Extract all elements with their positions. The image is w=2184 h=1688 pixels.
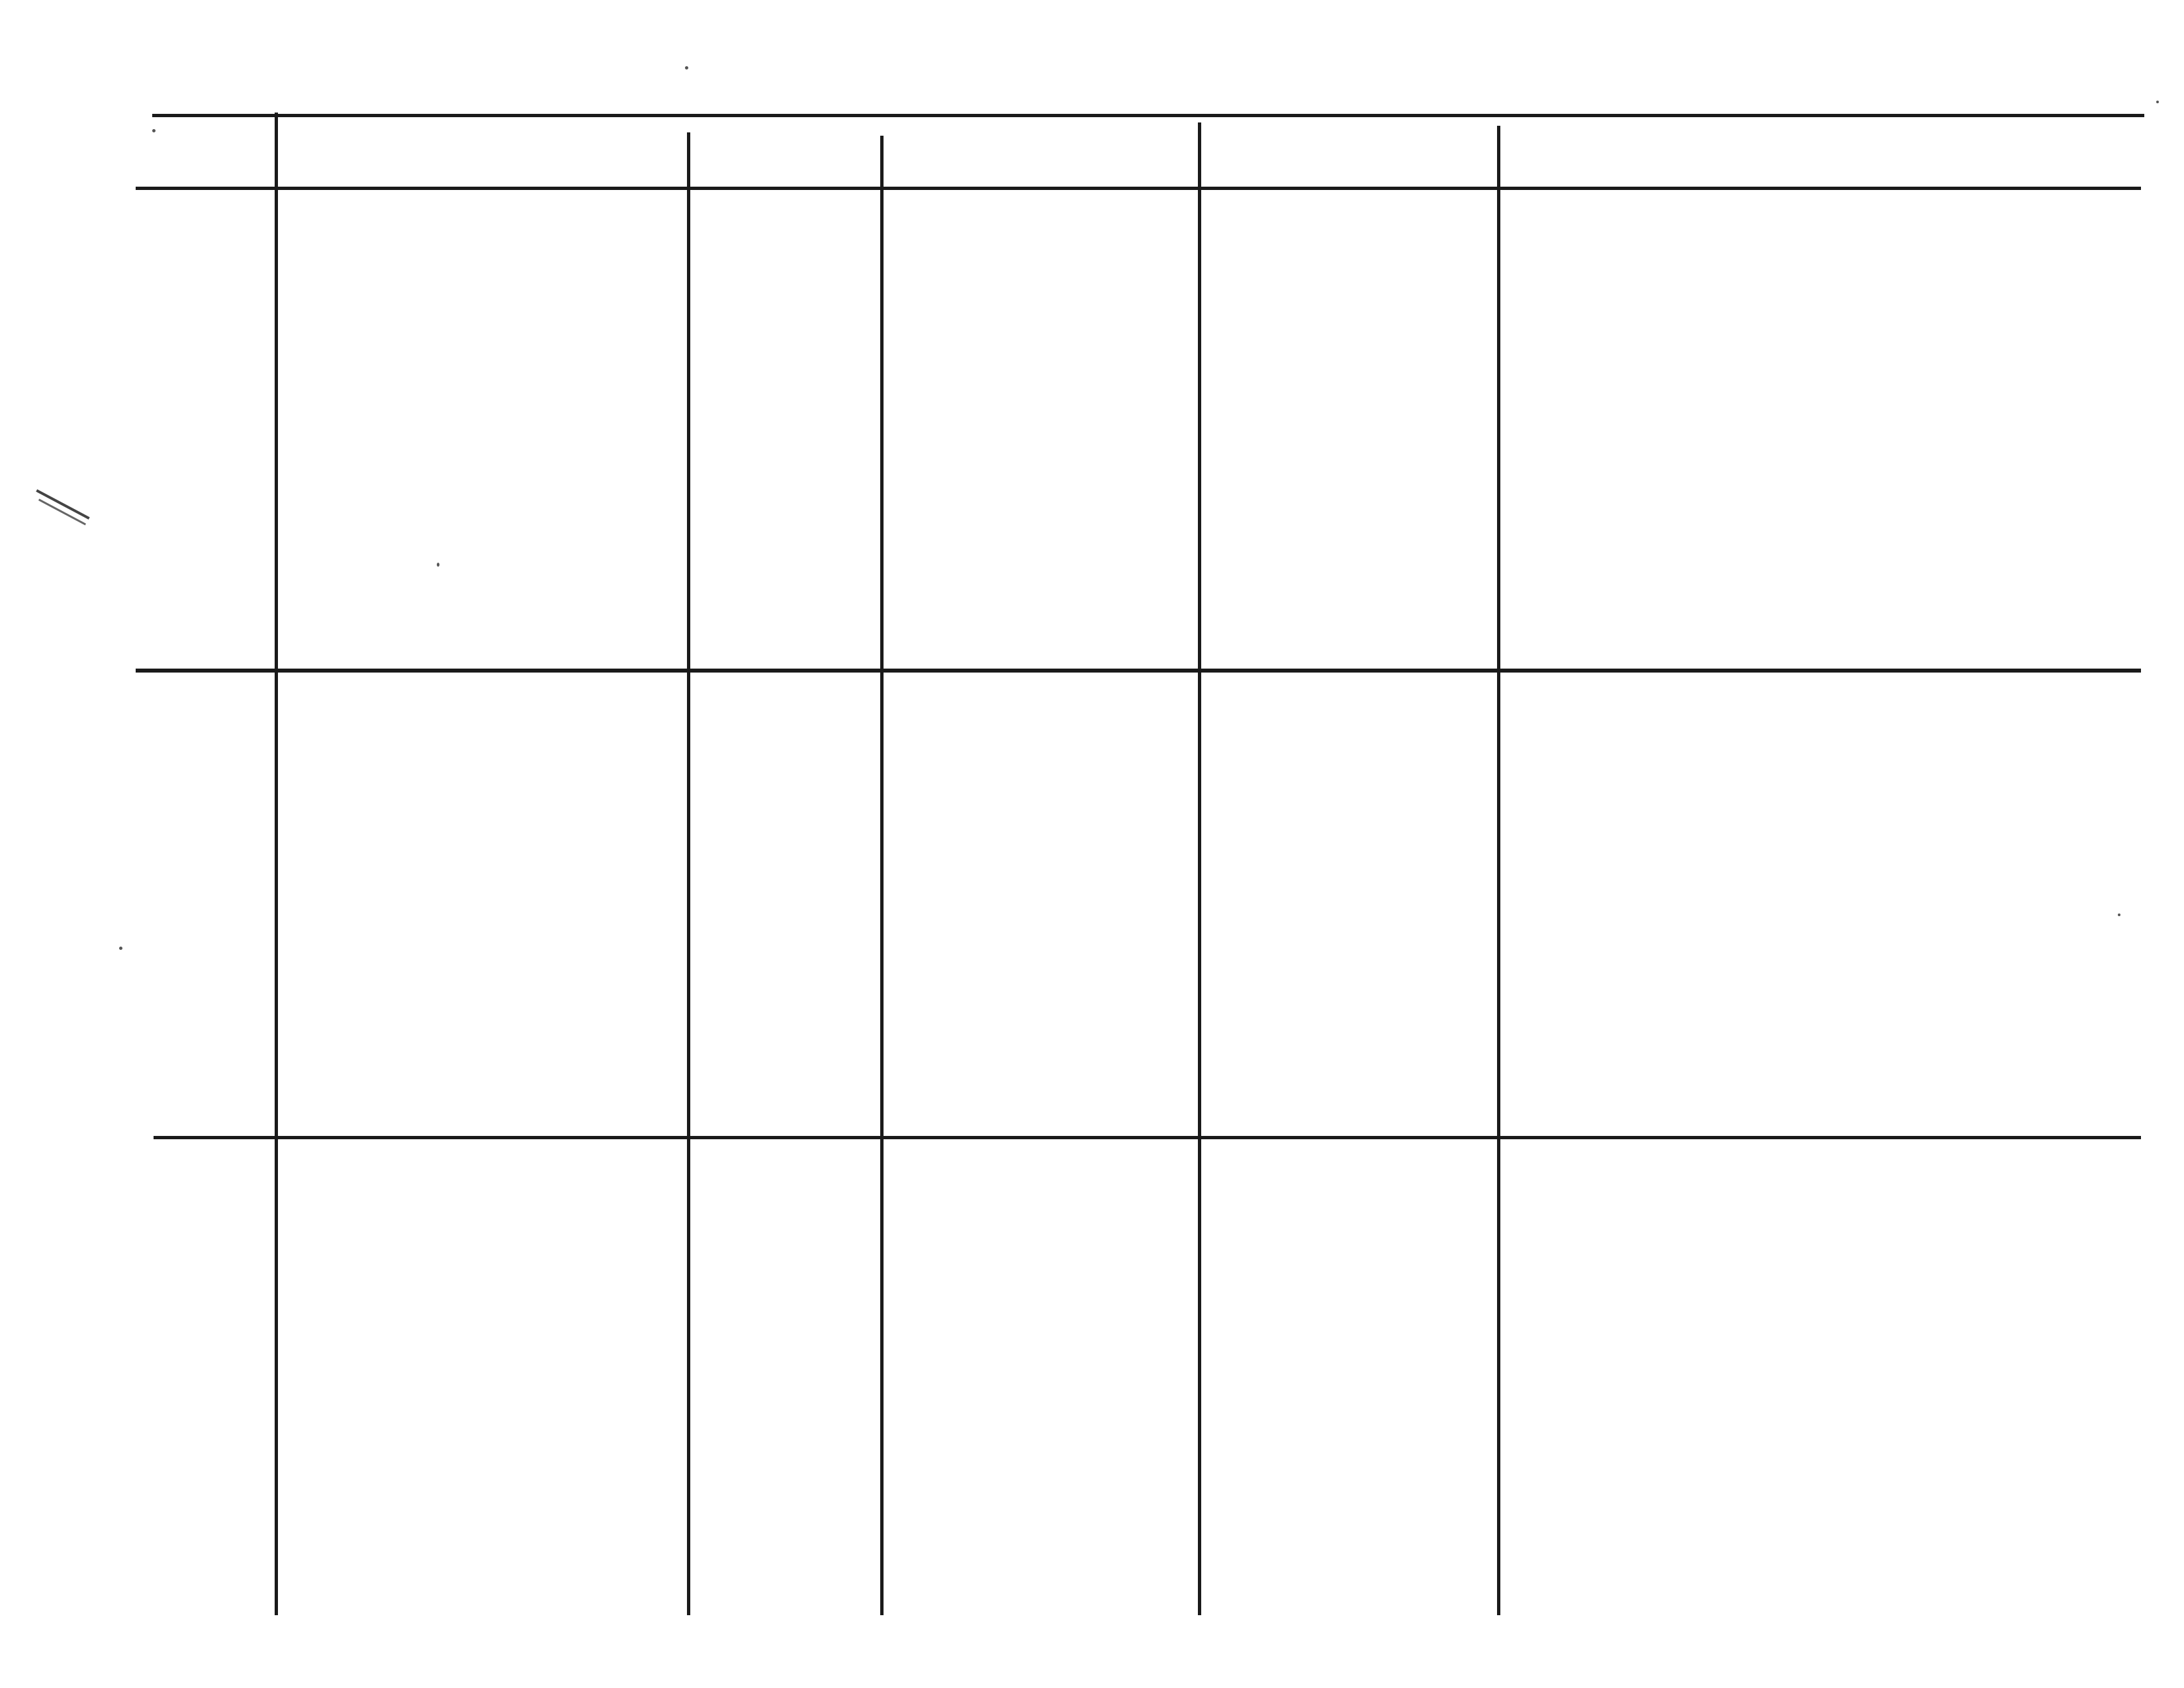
- scan-speck: [437, 563, 439, 567]
- column-divider-5: [1497, 126, 1500, 1615]
- row1-bottom-rule: [136, 669, 2141, 673]
- scan-speck: [119, 947, 122, 950]
- header-bottom-rule: [136, 187, 2141, 190]
- row2-bottom-rule: [154, 1136, 2141, 1139]
- scan-speck: [2118, 914, 2120, 916]
- column-divider-1: [275, 113, 278, 1615]
- column-divider-4: [1198, 122, 1201, 1615]
- scan-speck: [685, 66, 688, 70]
- column-divider-3: [880, 136, 884, 1615]
- scan-speck: [2156, 101, 2159, 103]
- scan-mark: [36, 489, 89, 520]
- column-divider-2: [687, 132, 690, 1615]
- scan-speck: [152, 129, 156, 132]
- table-top-rule: [152, 114, 2144, 117]
